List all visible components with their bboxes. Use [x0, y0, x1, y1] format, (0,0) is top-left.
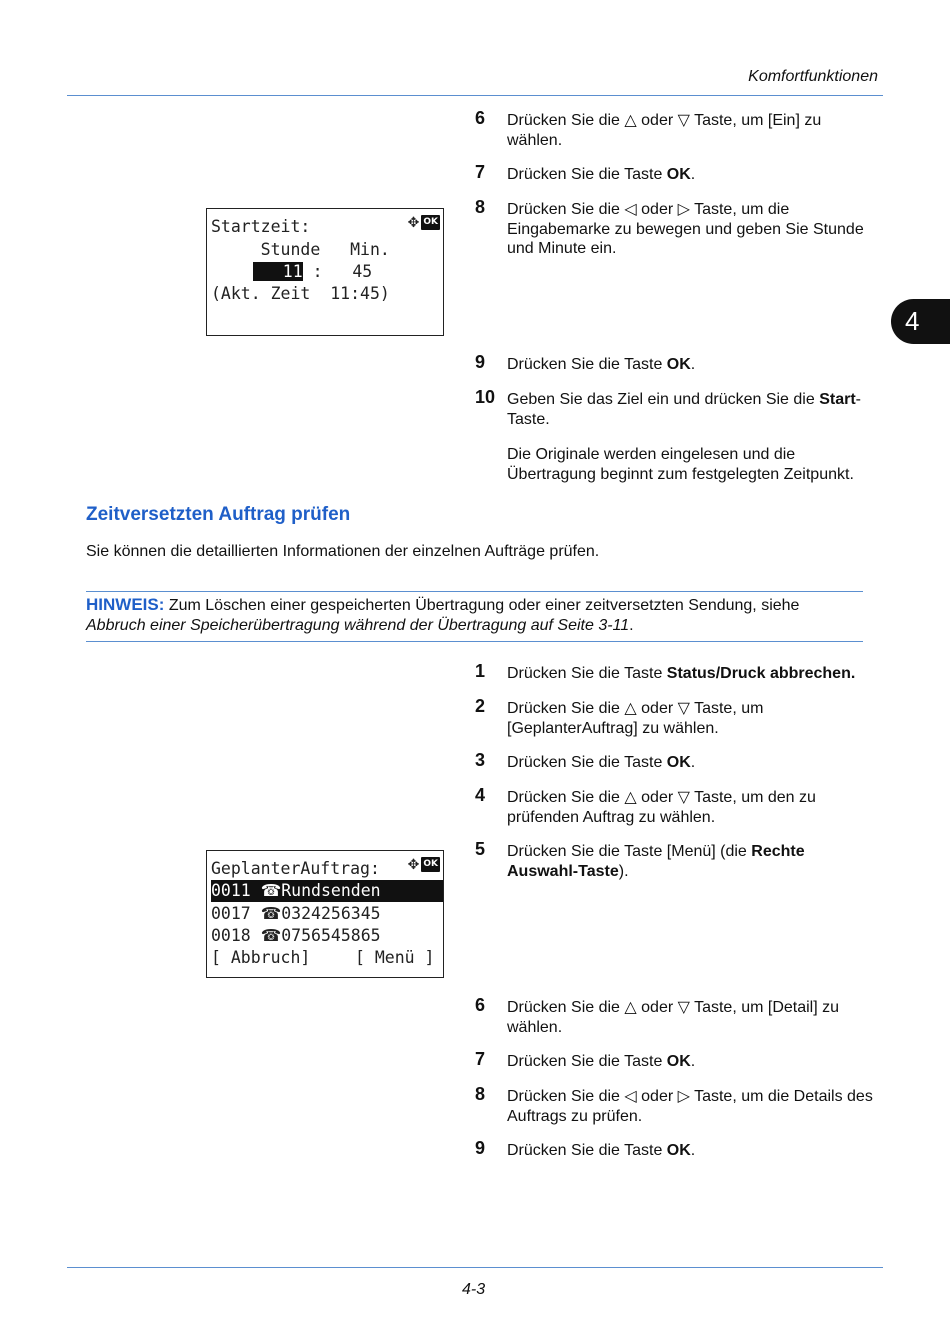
step-text-pre: Drücken Sie die Taste [507, 1053, 667, 1070]
step-text-pre: Drücken Sie die Taste [Menü] (die [507, 843, 752, 860]
job-destination: Rundsenden [281, 881, 381, 900]
step-b-6 [475, 995, 875, 1037]
step-key: Start [819, 391, 856, 408]
job-row[interactable] [211, 903, 381, 925]
step-text-post: . [690, 1142, 696, 1159]
step-text: Drücken Sie die △ oder ▽ Taste, um den zu prüfenden Auftrag zu wählen. [507, 789, 816, 826]
step-text: Drücken Sie die ◁ oder ▷ Taste, um die Eingabemarke zu bewegen und geben Sie Stunde und Minute ein. [507, 201, 864, 257]
step-key: Rechte Auswahl-Taste [507, 843, 805, 880]
lcd-line-title: Startzeit: [211, 217, 311, 236]
note-label: HINWEIS: [86, 595, 165, 614]
job-row[interactable] [211, 925, 381, 947]
bottom-rule [67, 1267, 883, 1268]
step-text: Drücken Sie die △ oder ▽ Taste, um [GeplanterAuftrag] zu wählen. [507, 700, 764, 737]
step-text [507, 165, 875, 185]
note-box [86, 591, 863, 642]
step-number: 3 [475, 750, 486, 770]
step-number: 2 [475, 696, 486, 716]
step-number: 6 [475, 108, 486, 128]
step-text-post: . [690, 166, 696, 183]
step-text-post: . [690, 1053, 696, 1070]
step-number: 8 [475, 1084, 486, 1104]
lcd-line-labels: Stunde Min. [211, 240, 390, 259]
step-number: 4 [475, 785, 486, 805]
lcd-start-time [206, 208, 444, 336]
step-b-4 [475, 785, 875, 827]
note-reference-link[interactable]: Abbruch einer Speicherübertragung während der Übertragung auf Seite 3-11 [86, 616, 630, 634]
step-b-9 [475, 1138, 875, 1161]
softkey-menu[interactable]: [ Menü ] [355, 948, 435, 967]
step-text: Drücken Sie die ◁ oder ▷ Taste, um die Details des Auftrags zu prüfen. [507, 1088, 873, 1125]
step-number: 6 [475, 995, 486, 1015]
page-number: 4-3 [462, 1281, 486, 1298]
step-text: Drücken Sie die △ oder ▽ Taste, um [Detail] zu wählen. [507, 999, 840, 1036]
step-b-8 [475, 1084, 875, 1126]
step-text-post: ). [618, 862, 629, 880]
step-key: Status/Druck abbrechen. [666, 665, 856, 682]
step-b-7 [475, 1049, 875, 1072]
step-text-pre: Drücken Sie die Taste [507, 166, 667, 183]
time-separator: : [302, 262, 343, 281]
step-b-3 [475, 750, 875, 773]
nav-ok-indicator [408, 857, 440, 872]
job-row-selected[interactable] [211, 880, 443, 902]
step-a-8 [475, 197, 875, 259]
step-number: 1 [475, 661, 486, 681]
step-number: 5 [475, 839, 486, 859]
note-text: Zum Löschen einer gespeicherten Übertragung oder einer zeitversetzten Sendung, siehe [164, 597, 800, 614]
section-intro: Sie können die detaillierten Informationen der einzelnen Aufträge prüfen. [86, 543, 600, 560]
chapter-tab [891, 299, 950, 344]
step-10-followup: Die Originale werden eingelesen und die Übertragung beginnt zum festgelegten Zeitpunkt. [507, 446, 854, 483]
softkey-cancel[interactable]: [ Abbruch] [211, 948, 311, 967]
minute-field[interactable]: 45 [342, 262, 373, 281]
step-number: 7 [475, 1049, 486, 1069]
step-text-post: . [690, 356, 696, 373]
arrows-icon: ✥ [407, 214, 420, 231]
step-number: 9 [475, 352, 486, 372]
arrows-icon: ✥ [407, 856, 420, 873]
step-text [507, 664, 875, 684]
ok-icon: OK [421, 215, 440, 230]
job-id: 0018 [211, 926, 251, 945]
step-key: OK [666, 166, 691, 183]
step-text-pre: Drücken Sie die Taste [507, 754, 667, 771]
step-text: Drücken Sie die △ oder ▽ Taste, um [Ein] zu wählen. [507, 112, 822, 149]
ok-icon: OK [421, 857, 440, 872]
fax-icon: ☎ [260, 904, 282, 923]
step-key: OK [666, 356, 691, 373]
note-end: . [629, 616, 634, 634]
section-heading: Zeitversetzten Auftrag prüfen [86, 504, 351, 525]
job-destination: 0756545865 [281, 926, 381, 945]
lcd-line-current-time: (Akt. Zeit 11:45) [211, 284, 390, 303]
step-a-9 [475, 352, 875, 375]
nav-ok-indicator [408, 215, 440, 230]
step-text-pre: Drücken Sie die Taste [507, 665, 667, 682]
step-number: 8 [475, 197, 486, 217]
step-text [507, 355, 875, 375]
job-destination: 0324256345 [281, 904, 381, 923]
step-text [507, 390, 875, 429]
fax-icon: ☎ [260, 926, 282, 945]
hour-field[interactable]: 11 [253, 262, 303, 281]
step-text-post: -Taste. [507, 391, 861, 428]
step-key: OK [666, 1053, 691, 1070]
step-b-1 [475, 661, 875, 684]
step-number: 9 [475, 1138, 486, 1158]
step-text [507, 1052, 875, 1072]
step-a-10 [475, 387, 875, 429]
step-text [507, 753, 875, 773]
step-text-pre: Geben Sie das Ziel ein und drücken Sie die [507, 391, 820, 408]
step-text-post: . [690, 754, 696, 771]
step-key: OK [666, 1142, 691, 1159]
job-id: 0011 [211, 881, 251, 900]
step-b-5 [475, 839, 875, 881]
step-text [507, 842, 875, 881]
step-text [507, 1141, 875, 1161]
step-text-pre: Drücken Sie die Taste [507, 1142, 667, 1159]
step-number: 7 [475, 162, 486, 182]
fax-icon: ☎ [260, 881, 282, 900]
step-a-7 [475, 162, 875, 185]
header-title: Komfortfunktionen [748, 68, 878, 85]
chapter-number: 4 [905, 306, 920, 336]
top-rule [67, 95, 883, 96]
step-a-6 [475, 108, 875, 150]
step-key: OK [666, 754, 691, 771]
step-number: 10 [475, 387, 496, 407]
lcd-title: GeplanterAuftrag: [211, 859, 380, 878]
lcd-line-values [253, 261, 372, 283]
job-id: 0017 [211, 904, 251, 923]
lcd-scheduled-jobs [206, 850, 444, 978]
step-text-pre: Drücken Sie die Taste [507, 356, 667, 373]
step-b-2 [475, 696, 875, 738]
